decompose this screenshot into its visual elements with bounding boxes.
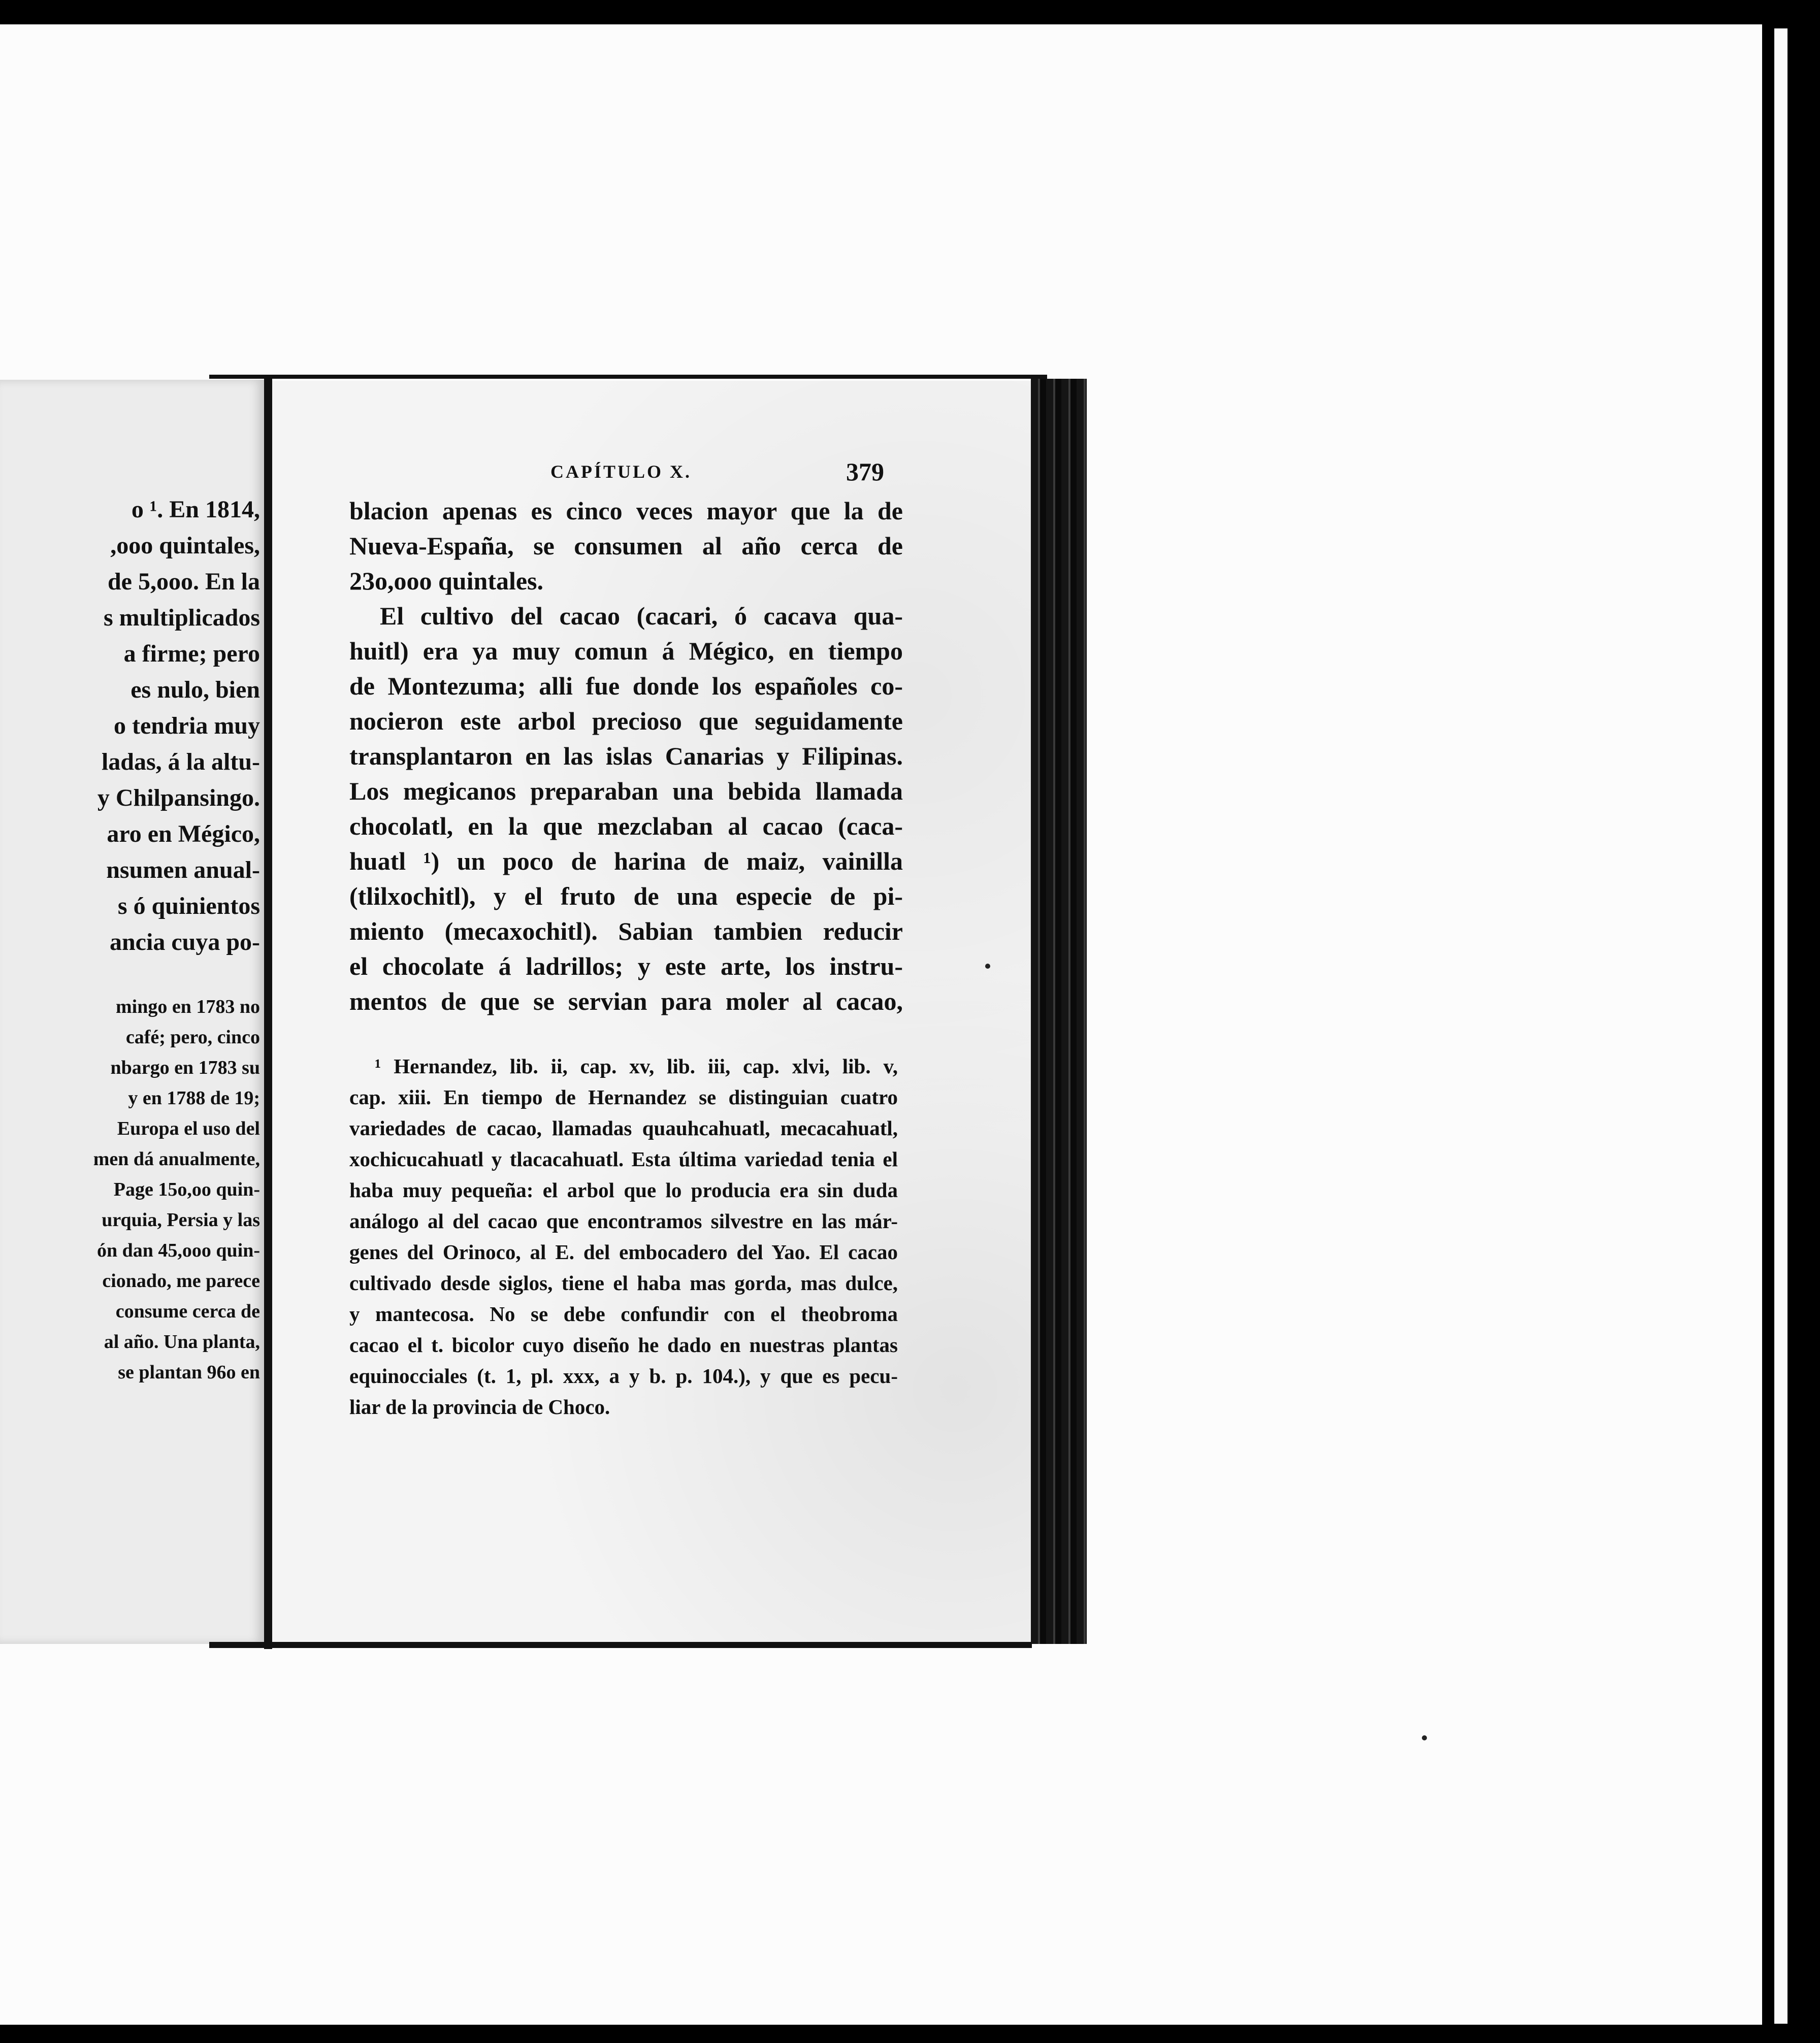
- left-footnote-line: se plantan 96o en: [118, 1362, 260, 1383]
- footnote-line: ¹ Hernandez, lib. ii, cap. xv, lib. iii, cap. xlvi, lib. v,: [375, 1055, 898, 1078]
- left-page-text: [0, 491, 260, 1388]
- bottom-rule: [209, 1642, 1032, 1648]
- body-line: el chocolate á ladrillos; y este arte, los instru-: [349, 952, 903, 980]
- left-footnote-line: ón dan 45,ooo quin-: [96, 1240, 260, 1261]
- page-number: 379: [846, 457, 884, 486]
- footnote-line: haba muy pequeña: el arbol que lo producia era sin duda: [349, 1178, 898, 1202]
- scan-border-inner: [1774, 28, 1788, 2024]
- body-line: huatl ¹) un poco de harina de maiz, vainilla: [349, 847, 903, 875]
- right-page: [272, 381, 1031, 1642]
- body-line: blacion apenas es cinco veces mayor que la de: [349, 497, 903, 525]
- left-body-line: aro en Mégico,: [107, 820, 260, 847]
- left-body-line: o ¹. En 1814,: [131, 496, 260, 523]
- footnote-line: análogo al del cacao que encontramos silvestre en las már-: [349, 1209, 898, 1233]
- left-body-line: s multiplicados: [103, 604, 260, 631]
- footnote-line: cultivado desde siglos, tiene el haba mas gorda, mas dulce,: [349, 1271, 898, 1295]
- left-footnote-line: Page 15o,oo quin-: [113, 1179, 260, 1200]
- left-footnote-line: men dá anualmente,: [93, 1148, 260, 1170]
- body-line: huitl) era ya muy comun á Mégico, en tiempo: [349, 637, 903, 665]
- left-footnote-line: nbargo en 1783 su: [110, 1057, 260, 1078]
- footnote-line: y mantecosa. No se debe confundir con el theobroma: [349, 1302, 898, 1326]
- running-head: [272, 457, 897, 492]
- left-footnote-line: mingo en 1783 no: [116, 996, 260, 1017]
- left-footnote-line: al año. Una planta,: [104, 1331, 260, 1353]
- body-line: transplantaron en las islas Canarias y Filipinas.: [349, 742, 903, 770]
- left-body-line: s ó quinientos: [117, 893, 260, 919]
- left-body-line: de 5,ooo. En la: [107, 568, 260, 595]
- scan-border-right: [1762, 0, 1820, 2043]
- left-footnote-line: Europa el uso del: [117, 1118, 260, 1139]
- book-gutter: [264, 375, 272, 1649]
- left-body-line: es nulo, bien: [131, 676, 260, 703]
- page-fore-edge: [1031, 379, 1087, 1644]
- footnote-line: equinocciales (t. 1, pl. xxx, a y b. p. 104.), y que es pecu-: [349, 1364, 898, 1388]
- body-line: miento (mecaxochitl). Sabian tambien reducir: [349, 917, 903, 945]
- footnote-line: cap. xiii. En tiempo de Hernandez se distinguian cuatro: [349, 1085, 898, 1109]
- left-footnote-line: café; pero, cinco: [125, 1027, 260, 1048]
- scan-speck: [985, 964, 990, 969]
- left-body-line: o tendria muy: [114, 712, 260, 739]
- body-line: El cultivo del cacao (cacari, ó cacava qua-: [380, 602, 903, 630]
- footnote-line: variedades de cacao, llamadas quauhcahuatl, mecacahuatl,: [349, 1116, 898, 1140]
- body-line: chocolatl, en la que mezclaban al cacao (caca-: [349, 812, 903, 840]
- left-body-line: nsumen anual-: [106, 856, 260, 883]
- left-body-line: y Chilpansingo.: [97, 784, 260, 811]
- left-footnote-line: y en 1788 de 19;: [128, 1088, 260, 1109]
- left-body-line: ladas, á la altu-: [101, 748, 260, 775]
- body-line: de Montezuma; alli fue donde los españoles co-: [349, 672, 903, 700]
- left-body-line: ancia cuya po-: [109, 929, 260, 955]
- scan-speck: [1422, 1735, 1427, 1740]
- body-line: (tlilxochitl), y el fruto de una especie de pi-: [349, 882, 903, 910]
- running-head-title: CAPÍTULO X.: [550, 462, 692, 482]
- left-body-line: ,ooo quintales,: [110, 532, 260, 559]
- footnote-line: xochicucahuatl y tlacacahuatl. Esta última variedad tenia el: [349, 1147, 898, 1171]
- footnote: [349, 1051, 898, 1423]
- body-line: Los megicanos preparaban una bebida llamada: [349, 777, 903, 805]
- left-footnote-line: consume cerca de: [115, 1301, 260, 1322]
- footnote-line: genes del Orinoco, al E. del embocadero del Yao. El cacao: [349, 1240, 898, 1264]
- scan-frame: [0, 24, 1762, 2025]
- body-line: 23o,ooo quintales.: [349, 567, 544, 595]
- body-line: Nueva-España, se consumen al año cerca de: [349, 532, 903, 560]
- footnote-line: liar de la provincia de Choco.: [349, 1395, 610, 1419]
- left-footnote-line: cionado, me parece: [102, 1270, 260, 1292]
- footnote-line: cacao el t. bicolor cuyo diseño he dado en nuestras plantas: [349, 1333, 898, 1357]
- body-line: nocieron este arbol precioso que seguidamente: [349, 707, 903, 735]
- open-book: [0, 375, 1087, 1654]
- body-line: mentos de que se servian para moler al cacao,: [349, 987, 903, 1015]
- left-footnote-line: urquia, Persia y las: [102, 1209, 260, 1231]
- left-body-line: a firme; pero: [123, 640, 260, 667]
- left-page: [0, 380, 264, 1644]
- body-text: [349, 493, 903, 1019]
- top-rule: [209, 375, 1047, 379]
